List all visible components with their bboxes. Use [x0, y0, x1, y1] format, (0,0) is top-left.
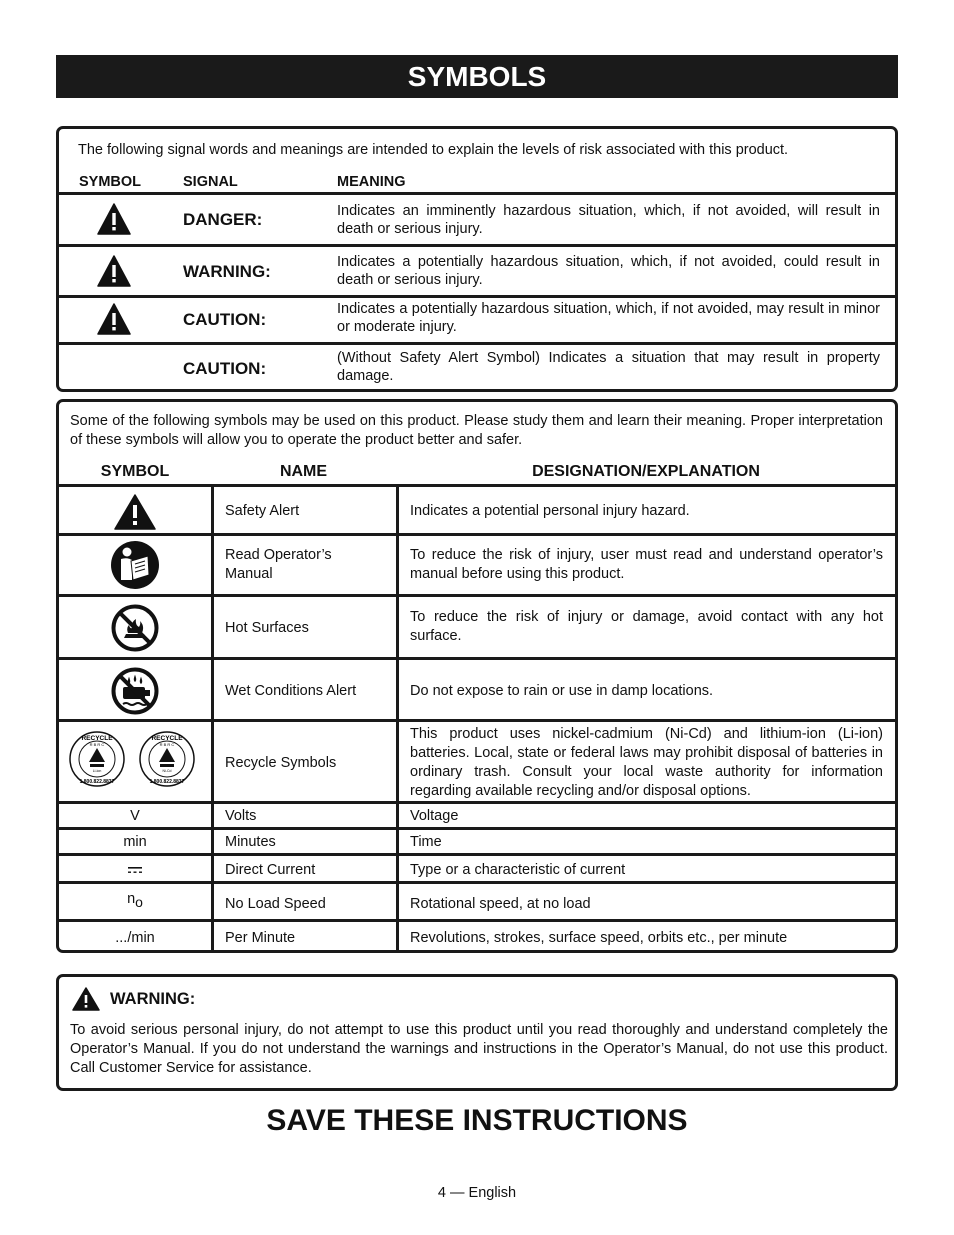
symbol-designation: Time: [410, 834, 442, 850]
wet-conditions-icon: [111, 667, 159, 715]
symbol-name: Wet Conditions Alert: [225, 683, 357, 699]
symbol-designation: Rotational speed, at no load: [410, 896, 591, 912]
recycle-seal-phone: 1.800.822.8837: [79, 779, 115, 785]
symbol-name: Recycle Symbols: [225, 755, 337, 771]
symbol-designation: This product uses nickel-cadmium (Ni-Cd) and lithium-ion (Li-ion) batteries. Local, state or federal laws may prohibit disposal of batteries in ordinary trash. Consult your local waste authority for information regarding available recycling and/or disposal options.: [410, 726, 883, 799]
symbol-name: Per Minute: [225, 930, 296, 946]
direct-current-icon: [128, 867, 142, 874]
symbol-name: Read Operator’s Manual: [225, 547, 332, 582]
recycle-seal-org: R B R C: [89, 742, 105, 747]
symbol-name: Volts: [225, 808, 257, 824]
symbol-text: n: [127, 891, 136, 907]
read-manual-icon: [110, 540, 160, 590]
signal-header-symbol: SYMBOL: [79, 174, 142, 190]
symbol-name: No Load Speed: [225, 896, 326, 912]
signal-meaning: Indicates a potentially hazardous situation, which, if not avoided, may result in minor or moderate injury.: [337, 301, 880, 335]
symbols-header-symbol: SYMBOL: [100, 463, 170, 480]
warning-triangle-icon: [97, 203, 131, 235]
signal-meaning: (Without Safety Alert Symbol) Indicates a situation that may result in property damage.: [337, 350, 880, 384]
warning-box: [56, 974, 898, 1091]
symbol-name: Direct Current: [225, 862, 316, 878]
recycle-seal-top-text: RECYCLE: [81, 735, 113, 742]
signal-header-signal: SIGNAL: [183, 174, 238, 190]
symbol-designation: Revolutions, strokes, surface speed, orbits etc., per minute: [410, 930, 788, 946]
safety-alert-icon: [114, 494, 156, 530]
save-instructions-heading: SAVE THESE INSTRUCTIONS: [266, 1104, 688, 1137]
symbol-designation: Do not expose to rain or use in damp locations.: [410, 683, 714, 699]
symbol-name: Hot Surfaces: [225, 620, 309, 636]
page-title: SYMBOLS: [56, 55, 898, 98]
signal-word: CAUTION:: [183, 310, 267, 329]
recycle-seal-phone: 1.800.822.8837: [149, 779, 185, 785]
signal-meaning: Indicates an imminently hazardous situation, which, if not avoided, will result in death or serious injury.: [337, 203, 880, 237]
signal-word: DANGER:: [183, 210, 263, 229]
symbols-box: [56, 399, 898, 953]
symbol-text: min: [123, 834, 147, 850]
recycle-seal-top-text: RECYCLE: [151, 735, 183, 742]
symbol-designation: To reduce the risk of injury or damage, avoid contact with any hot surface.: [410, 609, 883, 644]
symbol-designation: To reduce the risk of injury, user must read and understand operator’s manual before using this product.: [410, 547, 883, 582]
signal-intro: The following signal words and meanings are intended to explain the levels of risk associated with this product.: [78, 142, 789, 158]
signal-word: CAUTION:: [183, 359, 267, 378]
recycle-seal-chem: Li-ion: [92, 769, 102, 773]
symbol-subscript: o: [135, 894, 143, 910]
warning-title: WARNING:: [110, 990, 196, 1008]
symbols-header-name: NAME: [279, 463, 328, 480]
symbol-name: Safety Alert: [225, 503, 300, 519]
symbol-text: .../min: [115, 930, 155, 946]
signal-meaning: Indicates a potentially hazardous situation, which, if not avoided, could result in death or serious injury.: [337, 254, 880, 288]
signal-header-meaning: MEANING: [337, 174, 406, 190]
recycle-seal-org: R B R C: [159, 742, 175, 747]
recycle-seal-icon: [68, 730, 126, 788]
warning-triangle-icon: [72, 987, 100, 1011]
hot-surfaces-icon: [111, 604, 159, 652]
symbol-text: V: [130, 808, 140, 824]
recycle-seal-chem: Ni-Cd: [162, 769, 172, 773]
symbol-designation: Voltage: [410, 808, 459, 824]
symbols-intro: Some of the following symbols may be used on this product. Please study them and learn their meaning. Proper interpretation of these symbols will allow you to operate the product better and safer.: [70, 413, 883, 448]
recycle-seal-icon: [138, 730, 196, 788]
no-load-speed-symbol: [59, 889, 211, 909]
signal-words-box: [56, 126, 898, 392]
warning-triangle-icon: [97, 255, 131, 287]
symbol-name: Minutes: [225, 834, 276, 850]
symbols-header-designation: DESIGNATION/EXPLANATION: [532, 463, 760, 480]
symbol-designation: Type or a characteristic of current: [410, 862, 626, 878]
warning-text: To avoid serious personal injury, do not attempt to use this product until you read thoroughly and understand completely the Operator’s Manual. If you do not understand the warnings and instructions in the Operator’s Manual, do not use this product. Call Customer Service for assistance.: [70, 1022, 888, 1076]
page-footer: 4 — English: [437, 1185, 517, 1201]
warning-triangle-icon: [97, 303, 131, 335]
symbol-designation: Indicates a potential personal injury hazard.: [410, 503, 690, 519]
signal-word: WARNING:: [183, 262, 271, 281]
